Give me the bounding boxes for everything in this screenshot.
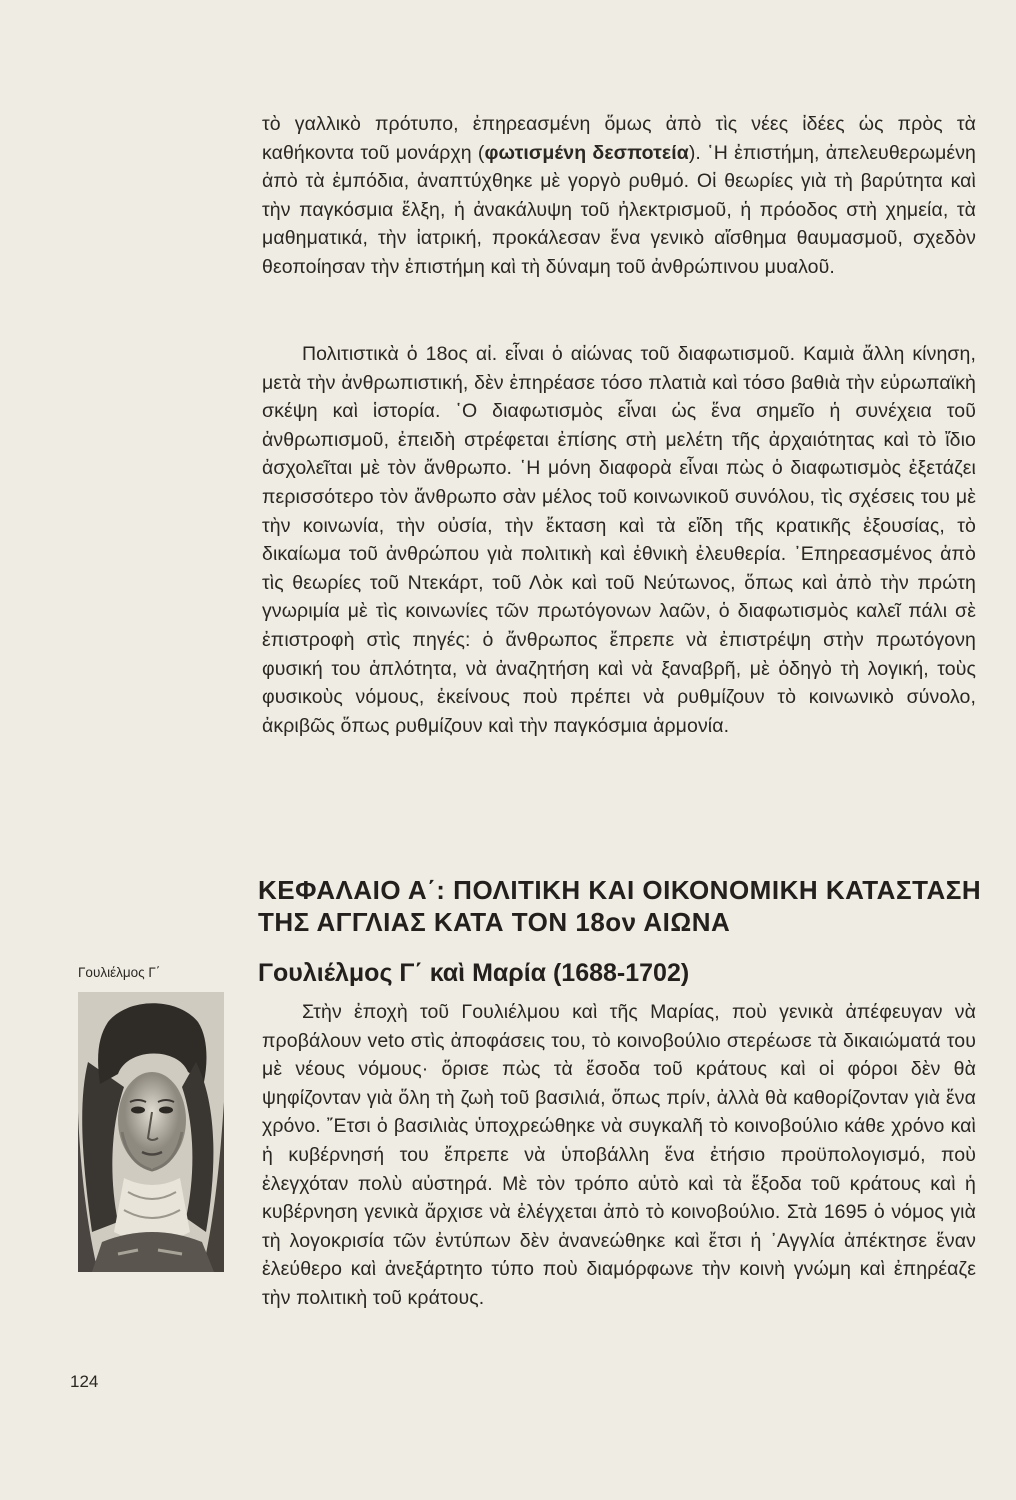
paragraph-enlightenment: Πολιτιστικὰ ὁ 18ος αἰ. εἶναι ὁ αἰώνας τοῦ διαφωτισμοῦ. Καμιὰ ἄλλη κίνηση, μετὰ τὴν ἀνθρωπιστική, δὲν ἐπηρέασε τόσο πλατιὰ καὶ τόσο βαθιὰ τὴν εὐρωπαϊκὴ σκέψη καὶ ἱστορία. ῾Ο διαφωτισμὸς εἶναι ὡς ἕνα σημεῖο ἡ συνέχεια τοῦ ἀνθρωπισμοῦ, ἐπειδὴ στρέφεται ἐπίσης στὴ μελέτη τῆς ἀρχαιότητας καὶ τὸ ἴδιο ἀσχολεῖται μὲ τὸν ἄνθρωπο. ῾Η μόνη διαφορὰ εἶναι πὼς ὁ διαφωτισμὸς ἐξετάζει περισσότερο τὸν ἄνθρωπο σὰν μέλος τοῦ κοινωνικοῦ συνόλου, τὶς σχέσεις του μὲ τὴν κοινωνία, τὴν οὐσία, τὴν ἔκταση καὶ τὰ εἴδη τῆς κρατικῆς ἐξουσίας, τὸ δικαίωμα τοῦ ἀνθρώπου γιὰ πολιτικὴ καὶ ἐθνικὴ ἐλευθερία. ᾿Επηρεασμένος ἀπὸ τὶς θεωρίες τοῦ Ντεκάρτ, τοῦ Λὸκ καὶ τοῦ Νεύτωνος, ὅπως καὶ ἀπὸ τὴν πρώτη γνωριμία μὲ τὶς κοινωνίες τῶν πρωτόγονων λαῶν, ὁ διαφωτισμὸς καλεῖ πάλι σὲ ἐπιστροφὴ στὶς πηγές: ὁ ἄνθρωπος ἔπρεπε νὰ ἐπιστρέψη στὴν πρωτόγονη φυσική του ἁπλότητα, νὰ ἀναζητήση καὶ νὰ ξαναβρῆ, μὲ ὁδηγὸ τὴ λογική, τοὺς φυσικοὺς νόμους, ἐκείνους ποὺ πρέπει νὰ ρυθμίζουν τὸ κοινωνικὸ σύνολο, ἀκριβῶς ὅπως ρυθμίζουν καὶ τὴν παγκόσμια ἁρμονία.	[262, 343, 976, 737]
portrait-engraving-icon	[78, 992, 224, 1272]
paragraph-enlightened-despotism	[262, 110, 976, 282]
enlightened-despotism-term: φωτισμένη δεσποτεία	[484, 141, 689, 164]
page-number: 124	[70, 1372, 99, 1391]
paragraph-1-text-a: τὸ γαλλικὸ πρότυπο, ἐπηρεασμένη ὅμως ἀπὸ τὶς νέες ἰδέες ὡς πρὸς τὰ καθήκοντα τοῦ μονάρχη (	[262, 113, 976, 164]
portrait-caption: Γουλιέλμος Γ΄	[78, 965, 161, 980]
paragraph-william-and-mary: Στὴν ἐποχὴ τοῦ Γουλιέλμου καὶ τῆς Μαρίας, ποὺ γενικὰ ἀπέφευγαν νὰ προβάλουν veto στὶς ἀποφάσεις του, τὸ κοινοβούλιο στερέωσε τὰ δικαιώματά του μὲ νέους νόμους· ὅρισε πὼς τὰ ἔσοδα τοῦ κράτους καὶ οἱ φόροι δὲν θὰ ψηφίζονταν γιὰ ὅλη τὴ ζωὴ τοῦ βασιλιά, ὅπως πρίν, ἀλλὰ θὰ καθορίζονταν γιὰ ἕνα χρόνο. ῎Ετσι ὁ βασιλιὰς ὑποχρεώθηκε νὰ συγκαλῆ τὸ κοινοβούλιο κάθε χρόνο καὶ ἡ κυβέρνησή του ἔπρεπε νὰ ὑποβάλλη ἕνα ἐτήσιο προϋπολογισμό, ποὺ ἐλεγχόταν πολὺ αὐστηρά. Μὲ τὸν τρόπο αὐτὸ καὶ τὰ ἔξοδα τοῦ κράτους καὶ ἡ κυβέρνηση γενικὰ ἄρχισε νὰ ἐλέγχεται ἀπὸ τὸ κοινοβούλιο. Στὰ 1695 ὁ νόμος γιὰ τὴ λογοκρισία τῶν ἐντύπων δὲν ἀνανεώθηκε καὶ ἔτσι ἡ ᾿Αγγλία ἀπέκτησε ἕναν ἐλεύθερο καὶ ἀνεξάρτητο τύπο ποὺ διαμόρφωνε τὴν κοινὴ γνώμη καὶ ἐπηρέαζε τὴν πολιτικὴ τοῦ κράτους.	[262, 1001, 976, 1309]
section-heading: Γουλιέλμος Γ΄ καὶ Μαρία (1688-1702)	[258, 959, 690, 987]
portrait-engraving-svg	[78, 992, 224, 1272]
chapter-heading: ΚΕΦΑΛΑΙΟ Α΄: ΠΟΛΙΤΙΚΗ ΚΑΙ ΟΙΚΟΝΟΜΙΚΗ ΚΑΤΑΣΤΑΣΗ ΤΗΣ ΑΓΓΛΙΑΣ ΚΑΤΑ ΤΟΝ 18ον ΑΙΩΝΑ	[258, 875, 982, 937]
paragraph-1-text-b: ). ῾Η ἐπιστήμη, ἀπελευθερωμένη ἀπὸ τὰ ἐμπόδια, ἀναπτύχθηκε μὲ γοργὸ ρυθμό. Οἱ θεωρίες γιὰ τὴ βαρύτητα καὶ τὴν παγκόσμια ἕλξη, ἡ ἀνακάλυψη τοῦ ἠλεκτρισμοῦ, ἡ πρόοδος στὴ χημεία, τὰ μαθηματικά, τὴν ἰατρική, προκάλεσαν ἕνα γενικὸ αἴσθημα θαυμασμοῦ, σχεδὸν θεοποίησαν τὴν ἐπιστήμη καὶ τὴ δύναμη τοῦ ἀνθρώπινου μυαλοῦ.	[262, 141, 976, 278]
